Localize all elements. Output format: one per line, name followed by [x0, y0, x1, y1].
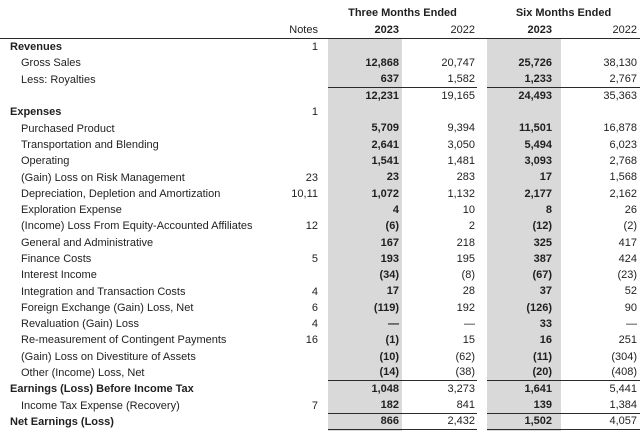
value-three-months-2022: 10 — [462, 203, 475, 216]
value-six-months-2022: 16,878 — [603, 122, 637, 135]
value-six-months-2022: (23) — [617, 269, 637, 282]
value-six-months-2023: (126) — [487, 300, 561, 316]
value-six-months-2022: (304) — [611, 350, 637, 363]
row-note: 7 — [311, 399, 318, 412]
row-note: 4 — [311, 318, 318, 331]
row-label: Finance Costs — [21, 253, 92, 265]
header-year-2023-six-months: 2023 — [527, 24, 552, 36]
table-header-groups — [0, 0, 640, 19]
value-six-months-2023: 16 — [487, 332, 561, 348]
value-three-months-2023: 182 — [328, 398, 402, 414]
row-note: 10,11 — [291, 187, 318, 200]
row-label: Gross Sales — [21, 57, 81, 70]
value-three-months-2023: 4 — [328, 202, 402, 218]
value-three-months-2022: 9,394 — [447, 122, 475, 135]
table-row — [0, 39, 640, 55]
value-three-months-2022 — [402, 104, 477, 120]
value-three-months-2022: 283 — [456, 171, 475, 184]
value-three-months-2023: 1,072 — [328, 186, 402, 202]
value-six-months-2022: 5,441 — [609, 383, 637, 396]
table-row — [0, 202, 640, 218]
row-label: Expenses — [10, 106, 62, 119]
table-row — [0, 349, 640, 365]
value-three-months-2023: 5,709 — [328, 120, 402, 136]
row-label: Exploration Expense — [21, 204, 122, 217]
value-three-months-2022: 28 — [462, 285, 475, 298]
table-body — [0, 39, 640, 430]
table-row — [0, 218, 640, 234]
table-row — [0, 186, 640, 202]
table-row — [0, 398, 640, 414]
value-six-months-2022 — [561, 104, 640, 120]
row-label: (Gain) Loss on Divestiture of Assets — [21, 350, 196, 363]
value-six-months-2023 — [487, 39, 561, 55]
table-row — [0, 414, 640, 430]
value-six-months-2022: 2,767 — [561, 72, 640, 88]
value-three-months-2022: 20,747 — [441, 57, 475, 70]
row-label: Revaluation (Gain) Loss — [21, 318, 140, 331]
value-six-months-2023 — [487, 104, 561, 120]
value-six-months-2022: 6,023 — [609, 138, 637, 151]
value-three-months-2023: (1) — [328, 332, 402, 348]
value-six-months-2022: (2) — [623, 220, 637, 233]
value-six-months-2023: 24,493 — [487, 88, 561, 104]
header-six-months-ended: Six Months Ended — [515, 7, 612, 19]
value-three-months-2022: — — [464, 318, 475, 331]
row-label: Earnings (Loss) Before Income Tax — [10, 383, 194, 396]
row-note: 23 — [305, 171, 318, 184]
row-label: Re-measurement of Contingent Payments — [21, 334, 227, 347]
value-six-months-2023: 3,093 — [487, 153, 561, 169]
header-notes: Notes — [289, 24, 318, 36]
value-six-months-2023: 387 — [487, 251, 561, 267]
value-six-months-2022: 417 — [618, 236, 637, 249]
value-six-months-2022: 52 — [624, 285, 637, 298]
value-six-months-2023: (12) — [487, 218, 561, 234]
value-six-months-2023: 33 — [487, 316, 561, 332]
table-row — [0, 251, 640, 267]
value-six-months-2022: 2,768 — [609, 155, 637, 168]
table-row — [0, 332, 640, 348]
value-three-months-2022: (38) — [402, 365, 477, 381]
value-six-months-2023: 2,177 — [487, 186, 561, 202]
value-three-months-2022: 1,582 — [402, 72, 477, 88]
table-row — [0, 316, 640, 332]
value-three-months-2023 — [328, 104, 402, 120]
row-label: Revenues — [10, 41, 62, 54]
value-three-months-2023: 866 — [328, 414, 402, 430]
value-six-months-2022 — [561, 39, 640, 55]
table-row — [0, 72, 640, 88]
row-label: Less: Royalties — [21, 73, 96, 86]
value-six-months-2022: 35,363 — [603, 89, 637, 102]
value-six-months-2022: (408) — [561, 365, 640, 381]
row-note: 6 — [311, 301, 318, 314]
value-three-months-2022: (8) — [461, 269, 475, 282]
value-three-months-2023: 193 — [328, 251, 402, 267]
value-three-months-2023: 12,231 — [328, 88, 402, 104]
row-note: 12 — [305, 220, 318, 233]
value-six-months-2023: 11,501 — [487, 120, 561, 136]
table-row — [0, 169, 640, 185]
row-note: 1 — [311, 106, 318, 119]
row-label: General and Administrative — [21, 236, 154, 249]
value-three-months-2023: 1,048 — [328, 381, 402, 397]
value-six-months-2023: 5,494 — [487, 137, 561, 153]
table-row — [0, 120, 640, 136]
row-label: (Income) Loss From Equity-Accounted Affiliates — [21, 220, 253, 233]
value-six-months-2023: 8 — [487, 202, 561, 218]
table-row — [0, 55, 640, 71]
value-six-months-2023: (20) — [487, 365, 561, 381]
row-label: Foreign Exchange (Gain) Loss, Net — [21, 301, 194, 314]
value-six-months-2023: 17 — [487, 169, 561, 185]
value-six-months-2022: — — [626, 318, 637, 331]
value-three-months-2023 — [328, 39, 402, 55]
row-note: 1 — [311, 41, 318, 54]
value-three-months-2023: 167 — [328, 235, 402, 251]
table-row — [0, 267, 640, 283]
value-six-months-2023: 325 — [487, 235, 561, 251]
value-three-months-2023: (119) — [328, 300, 402, 316]
value-three-months-2023: (34) — [328, 267, 402, 283]
table-row — [0, 283, 640, 299]
value-six-months-2023: 1,641 — [487, 381, 561, 397]
value-three-months-2022: (62) — [455, 350, 475, 363]
value-three-months-2023: 12,868 — [328, 55, 402, 71]
header-three-months-ended: Three Months Ended — [348, 7, 457, 19]
value-three-months-2022 — [402, 39, 477, 55]
value-three-months-2022: 195 — [456, 252, 475, 265]
value-three-months-2022: 3,050 — [447, 138, 475, 151]
value-six-months-2023: 25,726 — [487, 55, 561, 71]
table-row — [0, 300, 640, 316]
table-row — [0, 235, 640, 251]
value-three-months-2022: 3,273 — [447, 383, 475, 396]
row-label: Net Earnings (Loss) — [10, 415, 114, 428]
row-label: Purchased Product — [21, 122, 115, 135]
value-six-months-2022: 26 — [624, 203, 637, 216]
value-three-months-2023: 17 — [328, 283, 402, 299]
value-three-months-2022: 1,481 — [447, 155, 475, 168]
value-three-months-2022: 2,432 — [402, 414, 477, 430]
row-note: 4 — [311, 285, 318, 298]
row-note: 5 — [311, 253, 318, 265]
value-six-months-2022: 424 — [618, 252, 637, 265]
value-three-months-2023: (6) — [328, 218, 402, 234]
value-three-months-2023: 637 — [328, 72, 402, 88]
value-six-months-2023: 1,233 — [487, 72, 561, 88]
value-three-months-2023: — — [328, 316, 402, 332]
table-row — [0, 137, 640, 153]
value-three-months-2022: 218 — [456, 236, 475, 249]
value-six-months-2022: 1,384 — [561, 398, 640, 414]
value-six-months-2022: 90 — [624, 301, 637, 314]
value-three-months-2023: (14) — [328, 365, 402, 381]
value-three-months-2022: 2 — [468, 220, 475, 233]
row-label: Operating — [21, 155, 70, 168]
value-six-months-2022: 251 — [618, 334, 637, 347]
row-label: Interest Income — [21, 269, 97, 282]
value-three-months-2023: 23 — [328, 169, 402, 185]
header-year-2022-three-months: 2022 — [450, 24, 475, 36]
value-three-months-2023: (10) — [328, 349, 402, 365]
value-six-months-2022: 38,130 — [603, 57, 637, 70]
value-three-months-2022: 1,132 — [447, 187, 475, 200]
row-label: Integration and Transaction Costs — [21, 285, 186, 298]
value-six-months-2023: 37 — [487, 283, 561, 299]
table-row — [0, 153, 640, 169]
row-label: Income Tax Expense (Recovery) — [21, 399, 180, 412]
row-label: Depreciation, Depletion and Amortization — [21, 187, 221, 200]
table-row — [0, 104, 640, 120]
table-header-years — [0, 19, 640, 36]
value-three-months-2022: 841 — [402, 398, 477, 414]
row-label: (Gain) Loss on Risk Management — [21, 171, 185, 184]
value-three-months-2022: 15 — [462, 334, 475, 347]
value-six-months-2022: 4,057 — [561, 414, 640, 430]
header-year-2022-six-months: 2022 — [612, 24, 637, 36]
table-row — [0, 365, 640, 381]
value-six-months-2023: (11) — [487, 349, 561, 365]
row-label: Transportation and Blending — [21, 138, 159, 151]
value-three-months-2023: 1,541 — [328, 153, 402, 169]
value-six-months-2023: 1,502 — [487, 414, 561, 430]
row-label: Other (Income) Loss, Net — [21, 367, 145, 380]
value-six-months-2023: 139 — [487, 398, 561, 414]
value-six-months-2022: 2,162 — [609, 187, 637, 200]
value-three-months-2022: 192 — [456, 301, 475, 314]
value-three-months-2023: 2,641 — [328, 137, 402, 153]
table-row — [0, 381, 640, 397]
value-six-months-2023: (67) — [487, 267, 561, 283]
value-six-months-2022: 1,568 — [609, 171, 637, 184]
value-three-months-2022: 19,165 — [441, 89, 475, 102]
table-row — [0, 88, 640, 104]
row-note: 16 — [305, 334, 318, 347]
header-year-2023-three-months: 2023 — [374, 24, 399, 36]
